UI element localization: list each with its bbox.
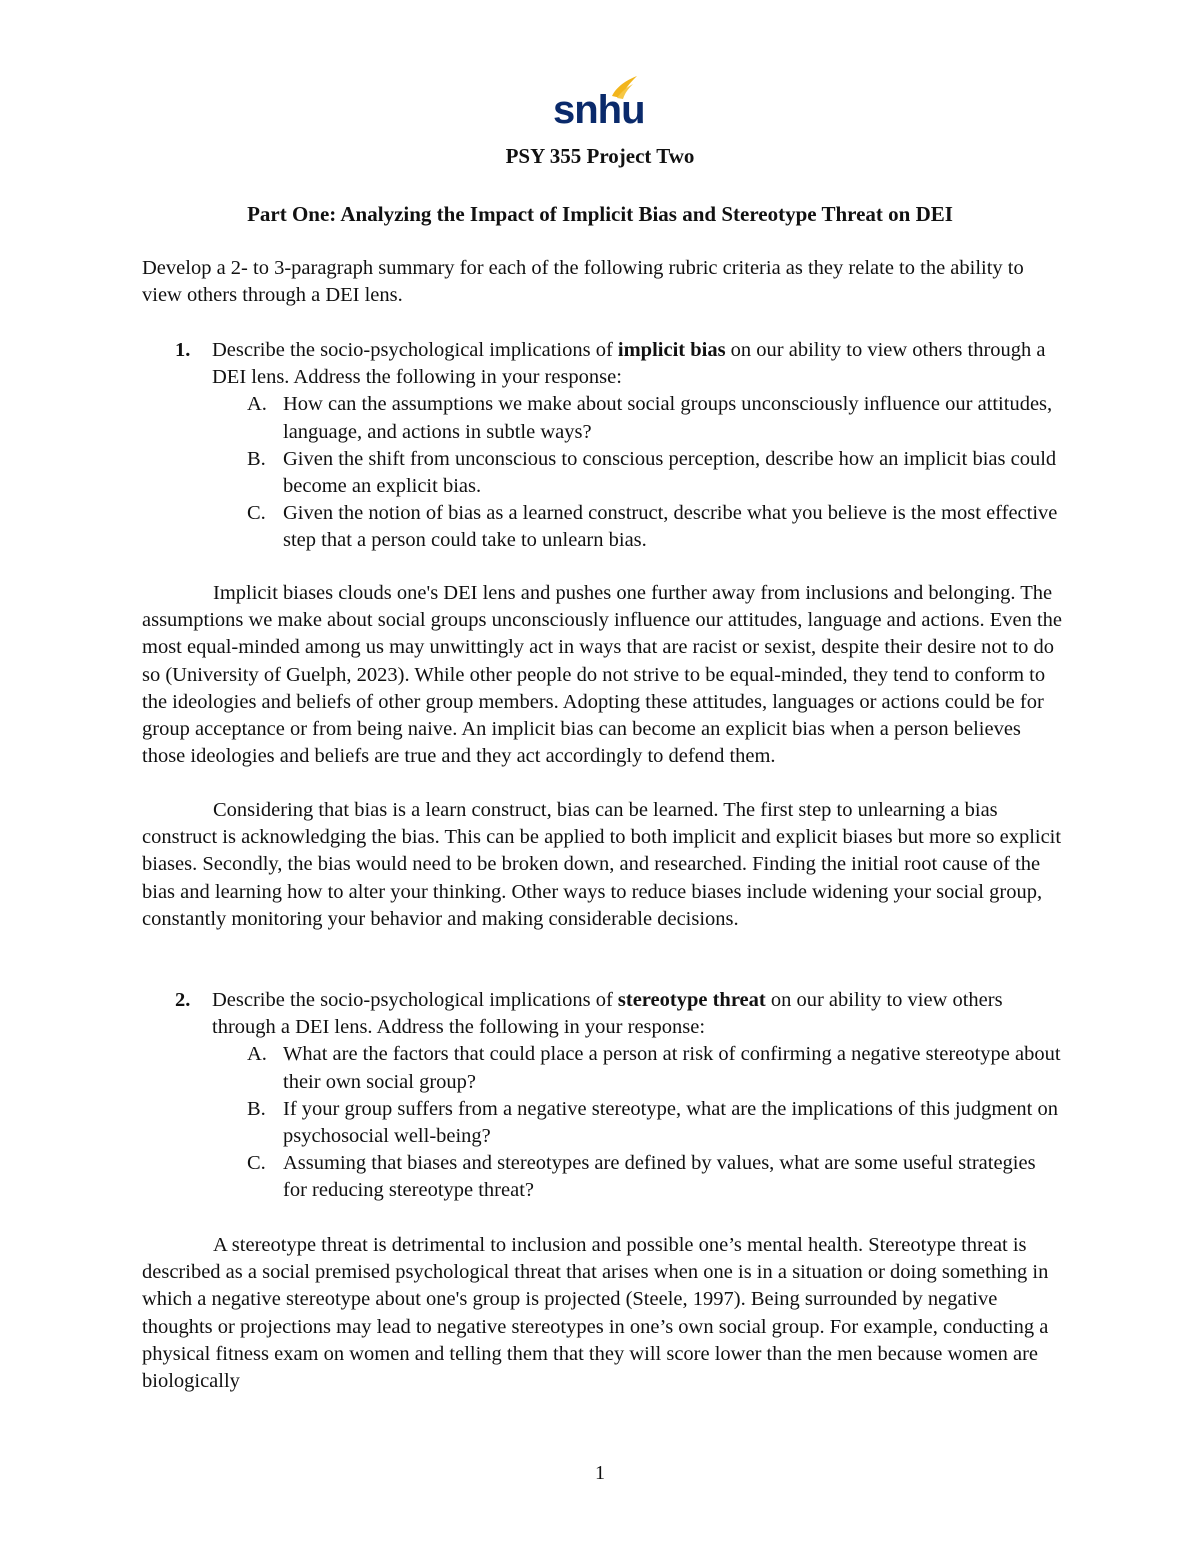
list-item [247, 500, 1062, 554]
question-text [212, 987, 1062, 1041]
section-heading: Part One: Analyzing the Impact of Implicit Bias and Stereotype Threat on DEI [247, 202, 953, 226]
list-item-text: What are the factors that could place a person at risk of confirming a negative stereotype about their own social group? [283, 1043, 1061, 1093]
list-item-text: Given the shift from unconscious to conscious perception, describe how an implicit bias could become an explicit bias. [283, 447, 1057, 498]
question-text-end: on our ability to view others through a DEI lens. Address the following in your response: [212, 989, 1003, 1039]
question-text-start: Describe the socio-psychological implications of [212, 989, 618, 1011]
question-keyword: stereotype threat [617, 989, 766, 1011]
list-item-text: Assuming that biases and stereotypes are defined by values, what are some useful strategies for reducing stereotype threat? [283, 1152, 1036, 1202]
question-text [212, 337, 1062, 391]
question-1 [142, 337, 1062, 555]
answer-2-paragraph-1: A stereotype threat is detrimental to inclusion and possible one’s mental health. Stereotype threat is described as a social premised psychological threat that arises when one is in a situation or doing something in which a negative stereotype about one's group is projected (Steele, 1997). Being surrounded by negative thoughts or projections may lead to negative stereotypes in one’s own social group. For example, conducting a physical fitness exam on women and telling them that they will score lower than the men because women are biologically [142, 1234, 1049, 1393]
list-item [247, 1096, 1062, 1150]
question-2 [142, 987, 1062, 1205]
snhu-logo [553, 74, 643, 136]
question-text-end: on our ability to view others through a DEI lens. Address the following in your response: [212, 339, 1046, 389]
question-number: 2. [175, 989, 191, 1011]
list-item-text: If your group suffers from a negative stereotype, what are the implications of this judgment on psychosocial well-being? [283, 1097, 1058, 1148]
list-item-text: Given the notion of bias as a learned construct, describe what you believe is the most effective step that a person could take to unlearn bias. [283, 502, 1058, 552]
list-item-letter: B. [247, 1097, 266, 1120]
question-text-start: Describe the socio-psychological implications of [212, 339, 618, 361]
question-keyword: implicit bias [617, 339, 726, 361]
list-item-letter: C. [247, 502, 266, 525]
document-title: PSY 355 Project Two [505, 144, 695, 168]
list-item-letter: B. [247, 447, 266, 470]
answer-1-paragraph-2: Considering that bias is a learn construct, bias can be learned. The first step to unlearning a bias construct is acknowledging the bias. This can be applied to both implicit and explicit biases but more so explicit biases. Secondly, the bias would need to be broken down, and researched. Finding the initial root cause of the bias and learning how to alter your thinking. Other ways to reduce biases include widening your social group, constantly monitoring your behavior and making considerable decisions. [142, 799, 1062, 930]
list-item-letter: C. [247, 1152, 266, 1175]
logo-wordmark: snhu [553, 88, 645, 132]
intro-paragraph: Develop a 2- to 3-paragraph summary for each of the following rubric criteria as they relate to the ability to view others through a DEI lens. [142, 257, 1024, 307]
list-item [247, 391, 1062, 445]
list-item-letter: A. [247, 393, 267, 416]
list-item [247, 1150, 1062, 1204]
list-item [247, 446, 1062, 500]
answer-1-paragraph-1: Implicit biases clouds one's DEI lens and pushes one further away from inclusions and belonging. The assumptions we make about social groups unconsciously influence our attitudes, language and actions. Even the most equal-minded among us may unwittingly act in ways that are racist or sexist, despite their desire not to do so (University of Guelph, 2023). While other people do not strive to be equal-minded, they tend to conform to the ideologies and beliefs of other group members. Adopting these attitudes, languages or actions could be for group acceptance or from being naive. An implicit bias can become an explicit bias when a person believes those ideologies and beliefs are true and they act accordingly to defend them. [142, 582, 1062, 768]
list-item [247, 1041, 1062, 1095]
page-number: 1 [595, 1462, 605, 1484]
question-number: 1. [175, 339, 191, 361]
list-item-text: How can the assumptions we make about social groups unconsciously influence our attitudes, language, and actions in subtle ways? [283, 393, 1053, 443]
list-item-letter: A. [247, 1043, 267, 1066]
